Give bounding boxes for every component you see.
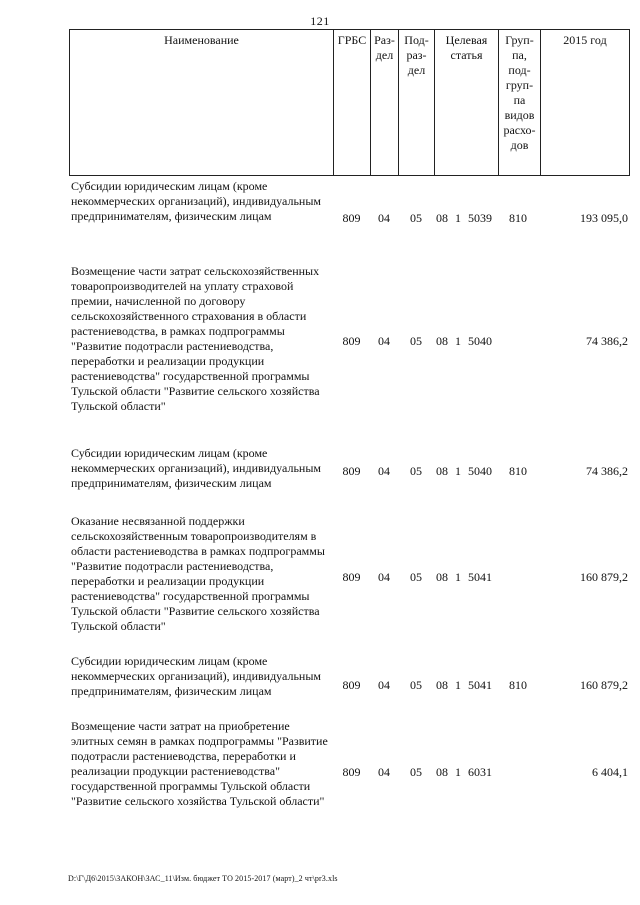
row-grbs: 809 (342, 678, 361, 692)
row-podrazdel: 05 (410, 765, 422, 779)
row-razdel: 04 (378, 211, 390, 225)
row-group: 810 (509, 464, 527, 478)
row-razdel: 04 (378, 765, 390, 779)
row-podrazdel: 05 (410, 211, 422, 225)
row-grbs: 809 (342, 334, 361, 348)
row-group: 810 (509, 678, 527, 692)
row-podrazdel: 05 (410, 678, 422, 692)
row-target: 08 1 5041 (436, 678, 492, 692)
row-grbs: 809 (342, 211, 361, 225)
row-name: Субсидии юридическим лицам (кроме некоммерческих организаций), индивидуальным предпринимателям, физическим лицам (71, 446, 321, 490)
row-grbs: 809 (342, 765, 361, 779)
row-name: Субсидии юридическим лицам (кроме некоммерческих организаций), индивидуальным предпринимателям, физическим лицам (71, 654, 321, 698)
page-number: 121 (310, 14, 330, 28)
row-target: 08 1 6031 (436, 765, 492, 779)
row-name: Оказание несвязанной поддержки сельскохозяйственным товаропроизводителям в области растениеводства в рамках подпрограммы "Развитие подотрасли растениеводства, переработки и реализации продукции растениеводства" государственной программы Тульской области "Развитие сельского хозяйства Тульской области" (71, 514, 325, 633)
row-razdel: 04 (378, 678, 390, 692)
row-podrazdel: 05 (410, 334, 422, 348)
column-header-grbs: ГРБС (334, 30, 371, 176)
row-amount: 74 386,2 (586, 334, 628, 348)
row-grbs: 809 (342, 570, 361, 584)
row-podrazdel: 05 (410, 464, 422, 478)
row-target: 08 1 5040 (436, 334, 492, 348)
row-group: 810 (509, 211, 527, 225)
column-header-name: Наименование (70, 30, 334, 176)
column-header-razdel: Раз- дел (371, 30, 399, 176)
row-razdel: 04 (378, 334, 390, 348)
row-podrazdel: 05 (410, 570, 422, 584)
row-name: Субсидии юридическим лицам (кроме некоммерческих организаций), индивидуальным предпринимателям, физическим лицам (71, 179, 321, 223)
row-target: 08 1 5040 (436, 464, 492, 478)
file-path-footer: D:\Г\Д6\2015\ЗАКОН\ЗАС_11\Изм. бюджет ТО 2015-2017 (март)_2 чт\pr3.xls (68, 874, 338, 883)
row-target: 08 1 5041 (436, 570, 492, 584)
row-razdel: 04 (378, 464, 390, 478)
row-target: 08 1 5039 (436, 211, 492, 225)
row-amount: 193 095,0 (580, 211, 628, 225)
row-amount: 160 879,2 (580, 678, 628, 692)
column-header-podrazdel: Под- раз- дел (399, 30, 435, 176)
column-header-group: Груп- па, под- груп- па видов расхо- дов (499, 30, 541, 176)
row-grbs: 809 (342, 464, 361, 478)
table-header (69, 29, 630, 176)
row-name: Возмещение части затрат на приобретение элитных семян в рамках подпрограммы "Развитие подотрасли растениеводства, переработки и реализации продукции растениеводства" государственной программы Тульской области "Развитие сельского хозяйства Тульской области" (71, 719, 328, 808)
column-header-year: 2015 год (541, 30, 630, 176)
row-amount: 6 404,1 (592, 765, 628, 779)
row-name: Возмещение части затрат сельскохозяйственных товаропроизводителей на уплату страховой премии, начисленной по договору сельскохозяйственного страхования в области растениеводства, в рамках подпрограммы "Развитие подотрасли растениеводства, переработки и реализации продукции растениеводства" государственной программы Тульской области "Развитие сельского хозяйства Тульской области" (71, 264, 320, 413)
row-amount: 160 879,2 (580, 570, 628, 584)
row-amount: 74 386,2 (586, 464, 628, 478)
column-header-target: Целевая статья (435, 30, 499, 176)
row-razdel: 04 (378, 570, 390, 584)
